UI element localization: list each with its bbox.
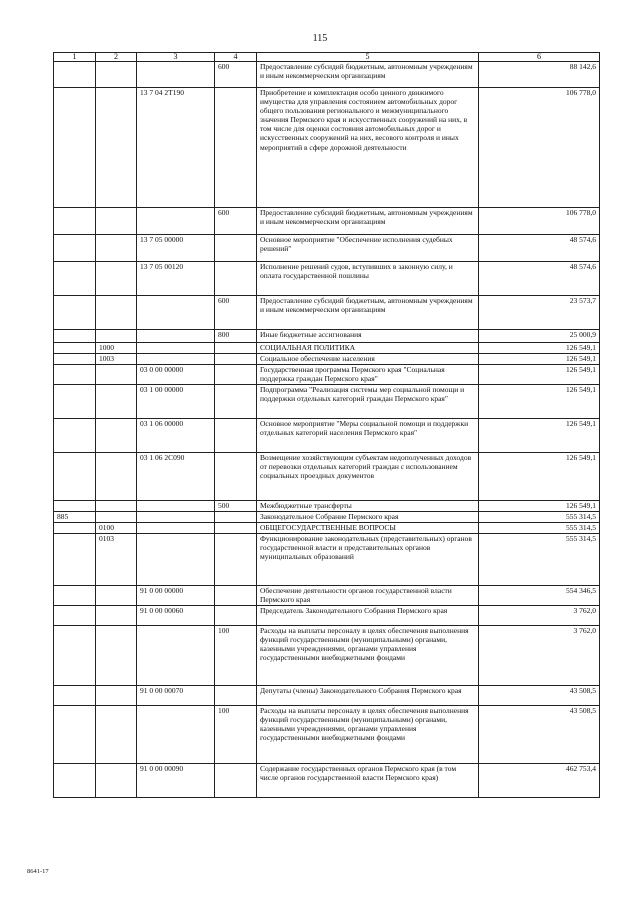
target-article-cell: 13 7 05 00000 <box>137 235 215 262</box>
section-cell: 0100 <box>96 523 137 534</box>
amount-cell: 3 762,0 <box>479 626 600 686</box>
section-cell <box>96 512 137 523</box>
section-cell <box>96 235 137 262</box>
description-cell: Функционирование законодательных (представительных) органов государственной власти и представительных органов муниципальных образований <box>257 534 479 586</box>
expense-type-cell <box>215 365 257 385</box>
expense-type-cell <box>215 354 257 365</box>
expense-type-cell <box>215 512 257 523</box>
section-cell: 0103 <box>96 534 137 586</box>
amount-cell: 48 574,6 <box>479 235 600 262</box>
description-cell: Приобретение и комплектация особо ценного движимого имущества для управления состоянием автомобильных дорог общего пользования регионального и межмуниципального значения Пермского края и искусственных сооружений на них, в том числе для оценки состояния автомобильных дорог и искусственных сооружений на них, весового контроля и иных мероприятий в сфере дорожной деятельности <box>257 88 479 208</box>
grbs-cell <box>54 296 96 330</box>
table-row <box>54 354 600 365</box>
grbs-cell <box>54 523 96 534</box>
target-article-cell <box>137 501 215 512</box>
table-row <box>54 62 600 88</box>
expense-type-cell: 600 <box>215 62 257 88</box>
header-col-4: 4 <box>215 53 257 62</box>
table-row <box>54 365 600 385</box>
grbs-cell <box>54 343 96 354</box>
expense-type-cell <box>215 385 257 419</box>
target-article-cell <box>137 512 215 523</box>
expense-type-cell: 500 <box>215 501 257 512</box>
grbs-cell <box>54 62 96 88</box>
expense-type-cell: 600 <box>215 208 257 235</box>
amount-cell: 555 314,5 <box>479 523 600 534</box>
expense-type-cell <box>215 534 257 586</box>
section-cell <box>96 296 137 330</box>
grbs-cell <box>54 606 96 626</box>
amount-cell: 126 549,1 <box>479 385 600 419</box>
amount-cell: 88 142,6 <box>479 62 600 88</box>
grbs-cell <box>54 706 96 764</box>
description-cell: СОЦИАЛЬНАЯ ПОЛИТИКА <box>257 343 479 354</box>
description-cell: Содержание государственных органов Пермского края (в том числе органов государственной власти Пермского края) <box>257 764 479 798</box>
table-row <box>54 523 600 534</box>
description-cell: Подпрограмма "Реализация системы мер социальной помощи и поддержки отдельных категорий граждан Пермского края" <box>257 385 479 419</box>
description-cell: Обеспечение деятельности органов государственной власти Пермского края <box>257 586 479 606</box>
table-row <box>54 606 600 626</box>
grbs-cell <box>54 365 96 385</box>
section-cell <box>96 686 137 706</box>
section-cell <box>96 330 137 343</box>
description-cell: Основное мероприятие "Меры социальной помощи и поддержки отдельных категорий населения Пермского края" <box>257 419 479 453</box>
amount-cell: 126 549,1 <box>479 419 600 453</box>
budget-table <box>53 52 600 798</box>
description-cell: Иные бюджетные ассигнования <box>257 330 479 343</box>
table-row <box>54 296 600 330</box>
section-cell <box>96 365 137 385</box>
expense-type-cell <box>215 262 257 296</box>
table-row <box>54 512 600 523</box>
section-cell <box>96 586 137 606</box>
expense-type-cell <box>215 343 257 354</box>
target-article-cell: 13 7 04 2Т190 <box>137 88 215 208</box>
table-row <box>54 88 600 208</box>
table-row <box>54 330 600 343</box>
amount-cell: 25 000,9 <box>479 330 600 343</box>
section-cell <box>96 385 137 419</box>
section-cell <box>96 764 137 798</box>
description-cell: Депутаты (члены) Законодательного Собрания Пермского края <box>257 686 479 706</box>
grbs-cell <box>54 686 96 706</box>
grbs-cell <box>54 235 96 262</box>
grbs-cell <box>54 764 96 798</box>
grbs-cell <box>54 354 96 365</box>
expense-type-cell: 100 <box>215 706 257 764</box>
grbs-cell <box>54 586 96 606</box>
table-row <box>54 262 600 296</box>
section-cell <box>96 88 137 208</box>
description-cell: Расходы на выплаты персоналу в целях обеспечения выполнения функций государственными (муниципальными) органами, казенными учреждениями, органами управления государственными внебюджетными фондами <box>257 706 479 764</box>
amount-cell: 126 549,1 <box>479 343 600 354</box>
expense-type-cell <box>215 88 257 208</box>
description-cell: Государственная программа Пермского края "Социальная поддержка граждан Пермского края" <box>257 365 479 385</box>
expense-type-cell <box>215 586 257 606</box>
section-cell <box>96 62 137 88</box>
amount-cell: 555 314,5 <box>479 512 600 523</box>
description-cell: ОБЩЕГОСУДАРСТВЕННЫЕ ВОПРОСЫ <box>257 523 479 534</box>
target-article-cell: 91 0 00 00090 <box>137 764 215 798</box>
target-article-cell: 91 0 00 00060 <box>137 606 215 626</box>
amount-cell: 23 573,7 <box>479 296 600 330</box>
table-row <box>54 343 600 354</box>
amount-cell: 43 508,5 <box>479 706 600 764</box>
target-article-cell: 03 1 06 2С090 <box>137 453 215 501</box>
expense-type-cell <box>215 523 257 534</box>
table-row <box>54 208 600 235</box>
grbs-cell: 885 <box>54 512 96 523</box>
section-cell <box>96 501 137 512</box>
expense-type-cell <box>215 453 257 501</box>
footer-code: 8641-17 <box>27 868 49 875</box>
amount-cell: 555 314,5 <box>479 534 600 586</box>
section-cell <box>96 419 137 453</box>
target-article-cell <box>137 330 215 343</box>
section-cell <box>96 208 137 235</box>
grbs-cell <box>54 385 96 419</box>
expense-type-cell <box>215 764 257 798</box>
description-cell: Предоставление субсидий бюджетным, автономным учреждениям и иным некоммерческим организациям <box>257 62 479 88</box>
section-cell <box>96 453 137 501</box>
table-row <box>54 453 600 501</box>
amount-cell: 48 574,6 <box>479 262 600 296</box>
expense-type-cell: 600 <box>215 296 257 330</box>
description-cell: Исполнение решений судов, вступивших в законную силу, и оплата государственной пошлины <box>257 262 479 296</box>
description-cell: Расходы на выплаты персоналу в целях обеспечения выполнения функций государственными (муниципальными) органами, казенными учреждениями, органами управления государственными внебюджетными фондами <box>257 626 479 686</box>
section-cell: 1000 <box>96 343 137 354</box>
description-cell: Социальное обеспечение населения <box>257 354 479 365</box>
amount-cell: 126 549,1 <box>479 365 600 385</box>
section-cell <box>96 706 137 764</box>
amount-cell: 43 508,5 <box>479 686 600 706</box>
table-row <box>54 686 600 706</box>
header-col-1: 1 <box>54 53 96 62</box>
description-cell: Председатель Законодательного Собрания Пермского края <box>257 606 479 626</box>
grbs-cell <box>54 262 96 296</box>
grbs-cell <box>54 88 96 208</box>
section-cell <box>96 626 137 686</box>
description-cell: Основное мероприятие "Обеспечение исполнения судебных решений" <box>257 235 479 262</box>
amount-cell: 126 549,1 <box>479 453 600 501</box>
header-col-3: 3 <box>137 53 215 62</box>
table-row <box>54 706 600 764</box>
table-row <box>54 501 600 512</box>
grbs-cell <box>54 626 96 686</box>
amount-cell: 106 778,0 <box>479 88 600 208</box>
expense-type-cell <box>215 686 257 706</box>
target-article-cell: 03 1 06 00000 <box>137 419 215 453</box>
amount-cell: 462 753,4 <box>479 764 600 798</box>
expense-type-cell: 100 <box>215 626 257 686</box>
target-article-cell <box>137 208 215 235</box>
target-article-cell <box>137 354 215 365</box>
page-number: 115 <box>312 33 328 44</box>
grbs-cell <box>54 453 96 501</box>
table-row <box>54 626 600 686</box>
amount-cell: 554 346,5 <box>479 586 600 606</box>
target-article-cell <box>137 626 215 686</box>
grbs-cell <box>54 419 96 453</box>
section-cell <box>96 262 137 296</box>
target-article-cell <box>137 534 215 586</box>
description-cell: Законодательное Собрание Пермского края <box>257 512 479 523</box>
grbs-cell <box>54 208 96 235</box>
target-article-cell: 03 1 00 00000 <box>137 385 215 419</box>
description-cell: Предоставление субсидий бюджетным, автономным учреждениям и иным некоммерческим организациям <box>257 296 479 330</box>
header-row <box>54 53 600 62</box>
target-article-cell: 91 0 00 00000 <box>137 586 215 606</box>
amount-cell: 106 778,0 <box>479 208 600 235</box>
table-row <box>54 235 600 262</box>
header-col-5: 5 <box>257 53 479 62</box>
description-cell: Предоставление субсидий бюджетным, автономным учреждениям и иным некоммерческим организациям <box>257 208 479 235</box>
target-article-cell: 03 0 00 00000 <box>137 365 215 385</box>
target-article-cell <box>137 523 215 534</box>
expense-type-cell <box>215 235 257 262</box>
description-cell: Возмещение хозяйствующим субъектам недополученных доходов от перевозки отдельных категорий граждан с использованием социальных проездных документов <box>257 453 479 501</box>
amount-cell: 3 762,0 <box>479 606 600 626</box>
target-article-cell: 13 7 05 00120 <box>137 262 215 296</box>
description-cell: Межбюджетные трансферты <box>257 501 479 512</box>
target-article-cell <box>137 296 215 330</box>
table-row <box>54 586 600 606</box>
target-article-cell: 91 0 00 00070 <box>137 686 215 706</box>
target-article-cell <box>137 343 215 354</box>
table-row <box>54 385 600 419</box>
section-cell <box>96 606 137 626</box>
table-row <box>54 764 600 798</box>
expense-type-cell <box>215 606 257 626</box>
table-row <box>54 534 600 586</box>
table-row <box>54 419 600 453</box>
expense-type-cell <box>215 419 257 453</box>
grbs-cell <box>54 501 96 512</box>
target-article-cell <box>137 706 215 764</box>
target-article-cell <box>137 62 215 88</box>
header-col-6: 6 <box>479 53 600 62</box>
header-col-2: 2 <box>96 53 137 62</box>
grbs-cell <box>54 330 96 343</box>
grbs-cell <box>54 534 96 586</box>
amount-cell: 126 549,1 <box>479 354 600 365</box>
expense-type-cell: 800 <box>215 330 257 343</box>
amount-cell: 126 549,1 <box>479 501 600 512</box>
section-cell: 1003 <box>96 354 137 365</box>
